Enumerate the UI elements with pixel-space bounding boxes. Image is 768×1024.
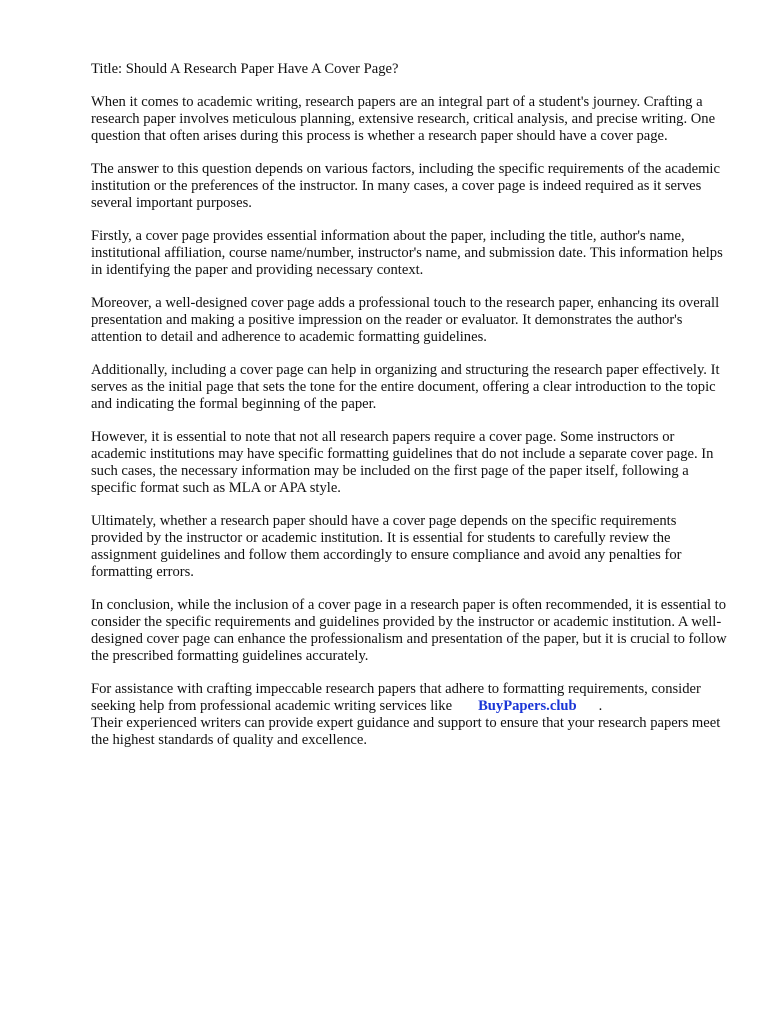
- document-body: [91, 61, 731, 765]
- buypapers-link[interactable]: BuyPapers.club: [478, 698, 577, 714]
- paragraph-answer: The answer to this question depends on various factors, including the specific requirements of the academic institution or the preferences of the instructor. In many cases, a cover page is indeed required as it serves several important purposes.: [91, 161, 720, 211]
- assistance-text: For assistance with crafting impeccable research papers that adhere to formatting requirements, consider seeking help from professional academic writing services like: [91, 681, 701, 714]
- paragraph-however: However, it is essential to note that not all research papers require a cover page. Some instructors or academic institutions may have specific formatting guidelines that do not include a separate cover page. In such cases, the necessary information may be included on the first page of the paper itself, following a specific format such as MLA or APA style.: [91, 429, 714, 496]
- paragraph-firstly: Firstly, a cover page provides essential information about the paper, including the title, author's name, institutional affiliation, course name/number, instructor's name, and submission date. This information helps in identifying the paper and providing necessary context.: [91, 228, 723, 278]
- paragraph-ultimately: Ultimately, whether a research paper should have a cover page depends on the specific requirements provided by the instructor or academic institution. It is essential for students to carefully review the assignment guidelines and follow them accordingly to ensure compliance and avoid any penalties for formatting errors.: [91, 513, 682, 580]
- paragraph-moreover: Moreover, a well-designed cover page adds a professional touch to the research paper, enhancing its overall presentation and making a positive impression on the reader or evaluator. It demonstrates the author's attention to detail and adherence to academic formatting guidelines.: [91, 295, 720, 345]
- paragraph-intro: When it comes to academic writing, research papers are an integral part of a student's journey. Crafting a research paper involves meticulous planning, extensive research, critical analysis, and precise writing. One question that often arises during this process is whether a research paper should have a cover page.: [91, 94, 716, 144]
- paragraph-additionally: Additionally, including a cover page can help in organizing and structuring the research paper effectively. It serves as the initial page that sets the tone for the entire document, offering a clear introduction to the topic and indicating the formal beginning of the paper.: [91, 362, 720, 412]
- assistance-continuation: Their experienced writers can provide expert guidance and support to ensure that your research papers meet the highest standards of quality and excellence.: [91, 715, 721, 748]
- document-title: Title: Should A Research Paper Have A Cover Page?: [91, 61, 399, 77]
- paragraph-conclusion: In conclusion, while the inclusion of a cover page in a research paper is often recommended, it is essential to consider the specific requirements and guidelines provided by the instructor or academic institution. A well-designed cover page can enhance the professionalism and presentation of the paper, but it is crucial to follow the prescribed formatting guidelines accurately.: [91, 597, 727, 664]
- assistance-period: .: [598, 698, 603, 714]
- paragraph-assistance: [91, 681, 731, 749]
